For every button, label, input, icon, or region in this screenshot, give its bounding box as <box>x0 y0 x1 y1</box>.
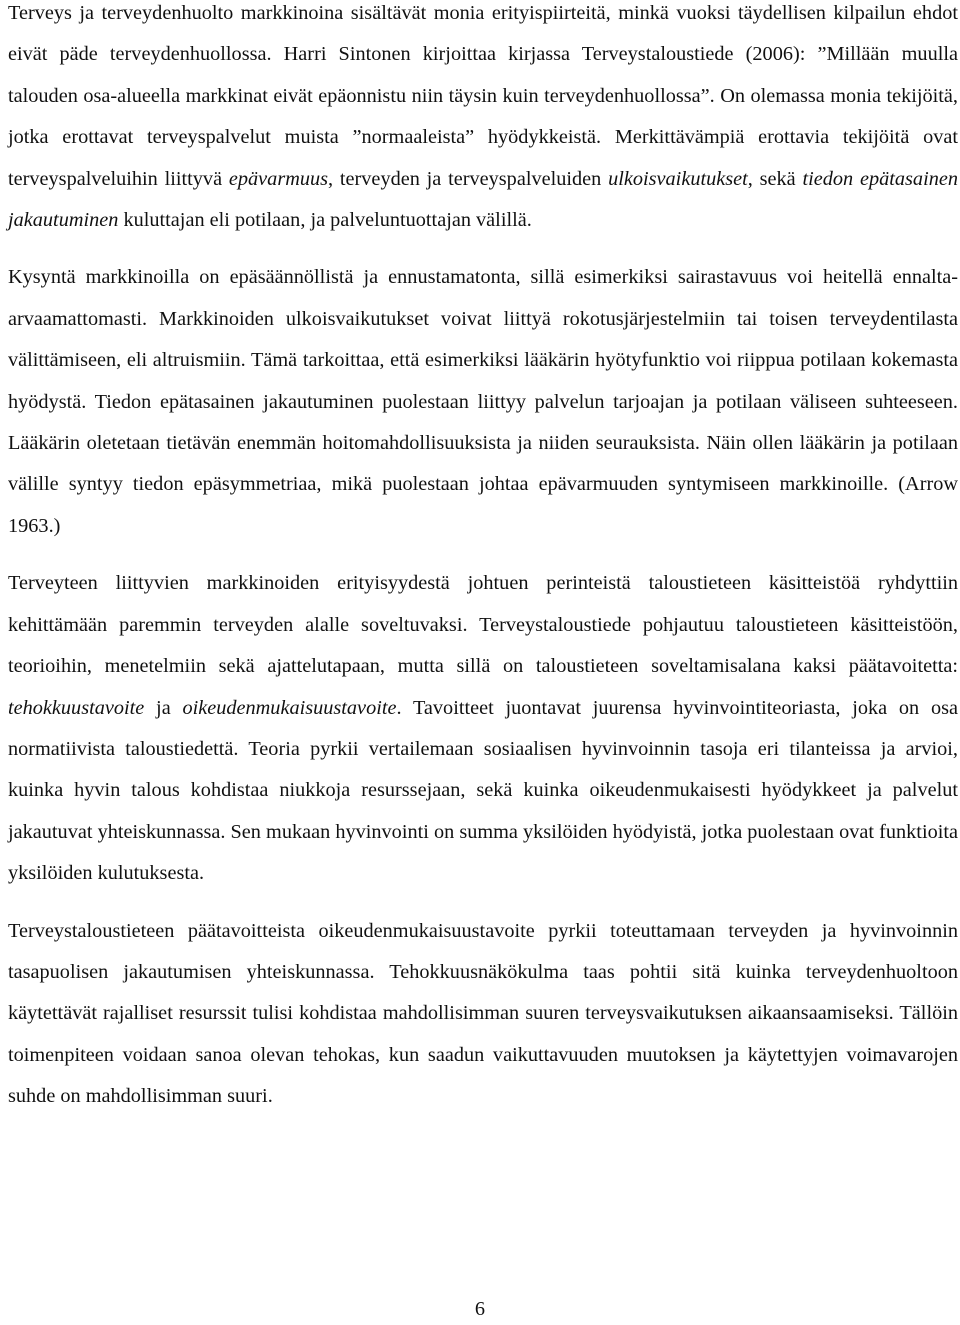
text-run: Terveystaloustieteen päätavoitteista oikeudenmukaisuustavoite pyrkii toteuttamaan terveyden ja hyvinvoinnin tasapuolisen jakautumisen yhteiskunnassa. Tehokkuusnäkökulma taas pohtii sitä kuinka terveydenhuoltoon käytettävät rajalliset resurssit tulisi kohdistaa mahdollisimman suuren terveysvaikutuksen aikaansaamiseksi. Tällöin toimenpiteen voidaan sanoa olevan tehokas, kun saadun vaikuttavuuden muutoksen ja käytettyjen voimavarojen suhde on mahdollisimman suuri. <box>8 919 958 1108</box>
text-run: Kysyntä markkinoilla on epäsäännöllistä ja ennustamatonta, sillä esimerkiksi sairastavuus voi heitellä ennalta-arvaamattomasti. Markkinoiden ulkoisvaikutukset voivat liittyä rokotusjärjestelmiin tai toisen terveydentilasta välittämiseen, eli altruismiin. Tämä tarkoittaa, että esimerkiksi lääkärin hyötyfunktio voi riippua potilaan kokemasta hyödystä. Tiedon epätasainen jakautuminen puolestaan liittyy palvelun tarjoajan ja potilaan väliseen suhteeseen. Lääkärin oletetaan tietävän enemmän hoitomahdollisuuksista ja niiden seurauksista. Näin ollen lääkärin ja potilaan välille syntyy tiedon epäsymmetriaa, mikä puolestaan johtaa epävarmuuden syntymiseen markkinoille. (Arrow 1963.) <box>8 266 958 537</box>
emphasized-term: tehokkuustavoite <box>8 696 145 719</box>
text-run: , sekä <box>747 167 803 190</box>
paragraph-demand-and-information <box>8 257 958 547</box>
paragraph-equity-and-efficiency <box>8 911 958 1118</box>
emphasized-term: oikeudenmukaisuustavoite <box>182 696 397 719</box>
emphasized-term: tiedon epätasainen jakautuminen <box>8 167 958 232</box>
text-run: ja <box>144 696 183 719</box>
document-body <box>8 0 958 1118</box>
text-run: , terveyden ja terveyspalveluiden <box>328 167 609 190</box>
text-run: . Tavoitteet juontavat juurensa hyvinvointiteoriasta, joka on osa normatiivista taloustiedettä. Teoria pyrkii vertailemaan sosiaalisen hyvinvoinnin tasoja eri tilanteissa ja arvioi, kuinka hyvin talous kohdistaa niukkoja resurssejaan, sekä kuinka oikeudenmukaisesti hyödykkeet ja palvelut jakautuvat yhteiskunnassa. Sen mukaan hyvinvointi on summa yksilöiden hyödyistä, jotka puolestaan ovat funktioita yksilöiden kulutuksesta. <box>8 696 958 885</box>
paragraph-market-characteristics <box>8 0 958 241</box>
text-run: Terveys ja terveydenhuolto markkinoina sisältävät monia erityispiirteitä, minkä vuoksi täydellisen kilpailun ehdot eivät päde terveydenhuollossa. Harri Sintonen kirjoittaa kirjassa Terveystaloustiede (2006): ”Millään muulla talouden osa-alueella markkinat eivät epäonnistu niin täysin kuin terveydenhuollossa”. On olemassa monia tekijöitä, jotka erottavat terveyspalvelut muista ”normaaleista” hyödykkeistä. Merkittävämpiä erottavia tekijöitä ovat terveyspalveluihin liittyvä <box>8 2 958 190</box>
page-number: 6 <box>474 1298 486 1320</box>
text-run: kuluttajan eli potilaan, ja palveluntuottajan välillä. <box>118 209 532 232</box>
text-run: Terveyteen liittyvien markkinoiden erityisyydestä johtuen perinteistä taloustieteen käsitteistöä ryhdyttiin kehittämään paremmin terveyden alalle soveltuvaksi. Terveystaloustiede pohjautuu taloustieteen käsitteistöön, teorioihin, menetelmiin sekä ajattelutapaan, mutta sillä on taloustieteen soveltamisalana kaksi päätavoitetta: <box>8 572 958 678</box>
paragraph-health-economics-goals <box>8 563 958 894</box>
emphasized-term: ulkoisvaikutukset <box>608 167 748 190</box>
emphasized-term: epävarmuus <box>228 167 329 190</box>
